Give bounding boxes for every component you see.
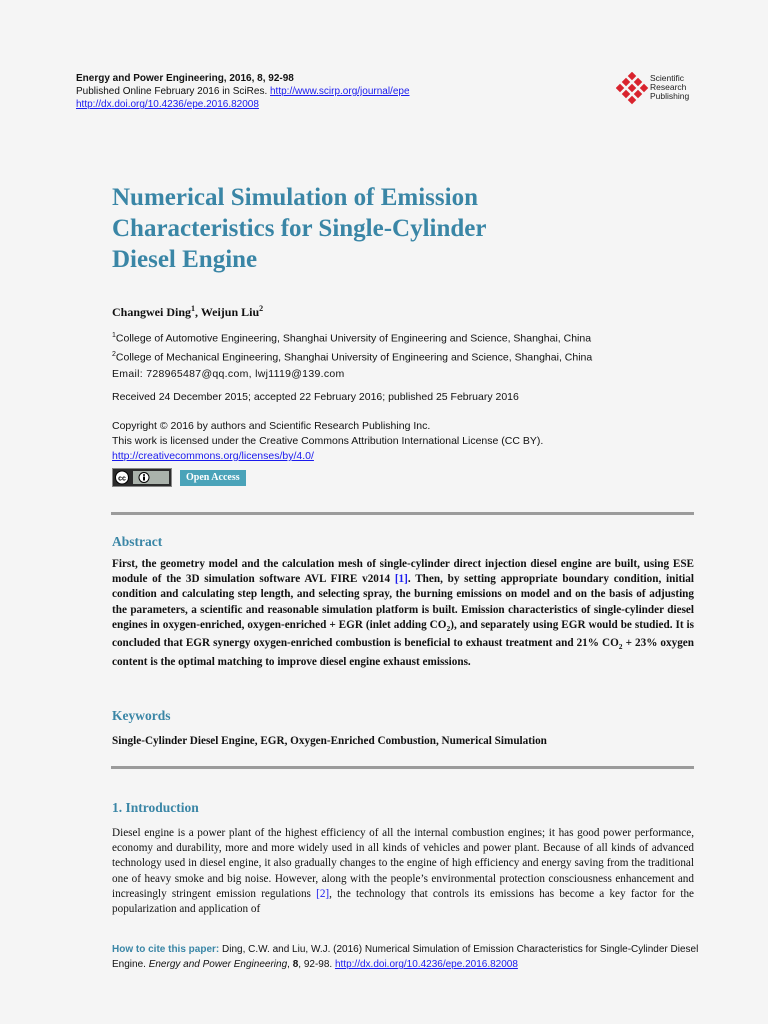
cite-label: How to cite this paper: [112,944,220,955]
citation-ref-2[interactable]: [2] [316,887,330,900]
abstract-text-1: First, the geometry model and the calculation mesh of single-cylinder direct injection diesel engine are built, using ESE module of the 3D simulation software AVL FIRE v2014 [112,558,694,586]
affiliation-1-sup: 1 [112,332,116,339]
affiliation-1-text: College of Automotive Engineering, Shanghai University of Engineering and Science, Shanghai, China [115,332,592,345]
journal-url-link[interactable]: http://www.scirp.org/journal/epe [270,86,410,97]
title-line-1: Numerical Simulation of Emission [112,184,478,211]
journal-citation-line: Energy and Power Engineering, 2016, 8, 92-98 [76,73,294,84]
affiliation-2-sup: 2 [112,350,116,358]
abstract-text-4: + 23% oxygen content is the optimal matching to improve diesel engine exhaust emissions. [112,637,694,668]
copyright-line: Copyright © 2016 by authors and Scientific Research Publishing Inc. [112,420,431,432]
publisher-logo [616,72,716,106]
title-line-3: Diesel Engine [112,246,258,273]
publisher-logo-line2: Research [650,82,687,92]
cite-text-2: , [287,959,293,970]
license-line: This work is licensed under the Creative Commons Attribution International License (CC BY). [112,435,544,447]
received-dates: Received 24 December 2015; accepted 22 February 2016; published 25 February 2016 [112,391,519,403]
email-line: Email: 728965487@qq.com, lwj1119@139.com [112,368,345,380]
publisher-logo-mark-icon [616,72,652,106]
license-badges [112,468,246,487]
cite-text-1: Ding, C.W. and Liu, W.J. (2016) Numerical Simulation of Emission Characteristics for Single-Cylinder Diesel Engine. [112,944,699,970]
published-text: Published Online February 2016 in SciRes. [76,86,270,97]
author-list [112,304,263,320]
copyright-block [112,419,702,464]
divider-top [111,512,694,515]
doi-link[interactable]: http://dx.doi.org/10.4236/epe.2016.82008 [76,99,259,110]
cite-text-3: , 92-98. [298,959,335,970]
abstract-subscript-2: 2 [618,642,623,652]
abstract-heading: Abstract [112,534,163,549]
affiliation-2-text: College of Mechanical Engineering, Shanghai University of Engineering and Science, Shanghai, China [115,351,593,363]
author-1: Changwei Ding [112,305,192,319]
citation-ref-1[interactable]: [1] [394,573,408,586]
author-2-sup: 2 [259,304,264,313]
abstract-body [112,557,694,670]
abstract-subscript-1: 2 [446,624,451,634]
keywords-heading: Keywords [112,708,171,723]
abstract-text-3: ), and separately using EGR would be studied. It is concluded that EGR synergy oxygen-enriched combustion is beneficial to exhaust treatment and 21% CO [112,618,694,650]
title-line-2: Characteristics for Single-Cylinder [112,215,487,242]
cc-by-icon[interactable] [112,468,172,487]
author-2: Weijun Liu [200,305,260,319]
author-1-sup: 1 [191,304,196,313]
publisher-logo-line3: Publishing [650,91,690,101]
publisher-logo-line1: Scientific [650,73,685,83]
cite-doi-link[interactable]: http://dx.doi.org/10.4236/epe.2016.82008 [334,959,518,970]
how-to-cite [112,942,702,972]
published-line [76,85,410,98]
author-separator: , [195,305,201,319]
intro-text-1: Diesel engine is a power plant of the highest efficiency of all the internal combustion engines; it has good power performance, economy and durability, more and more widely used in all kinds of vehicles and power plant. Because of all kinds of advanced technology used in diesel engine, it also gradually changes to the engine of high efficiency and energy saving from the traditional one of heavy smoke and big noise. However, along with the people’s environmental protection consciousness enhancement and increasingly stringent emission regulations [112,827,694,900]
abstract-text-2: . Then, by setting appropriate boundary condition, initial condition and calculating step length, and selecting spray, the burning emissions on model and on the basis of adjusting the parameters, a scientific and reasonable simulation platform is built. Emission characteristics of single-cylinder diesel engines in oxygen-enriched, oxygen-enriched + EGR (inlet adding CO [112,573,694,631]
svg-text:cc: cc [118,475,126,483]
affiliation-2 [112,347,702,366]
introduction-heading: 1. Introduction [112,800,199,815]
introduction-body [112,826,694,917]
cite-volume: 8 [292,959,299,970]
affiliation-1 [112,328,702,347]
intro-text-2: , the technology that controls its emissions has become a key factor for the popularization and application of [112,887,694,916]
publisher-logo-text [650,74,689,101]
paper-title [112,182,672,275]
affiliations [112,328,702,382]
doi-line [76,98,259,111]
cite-journal: Energy and Power Engineering [148,959,288,970]
divider-bottom [111,766,694,769]
keywords-text: Single-Cylinder Diesel Engine, EGR, Oxygen-Enriched Combustion, Numerical Simulation [112,735,547,747]
open-access-badge: Open Access [180,470,246,486]
license-link[interactable]: http://creativecommons.org/licenses/by/4.0/ [112,450,314,462]
